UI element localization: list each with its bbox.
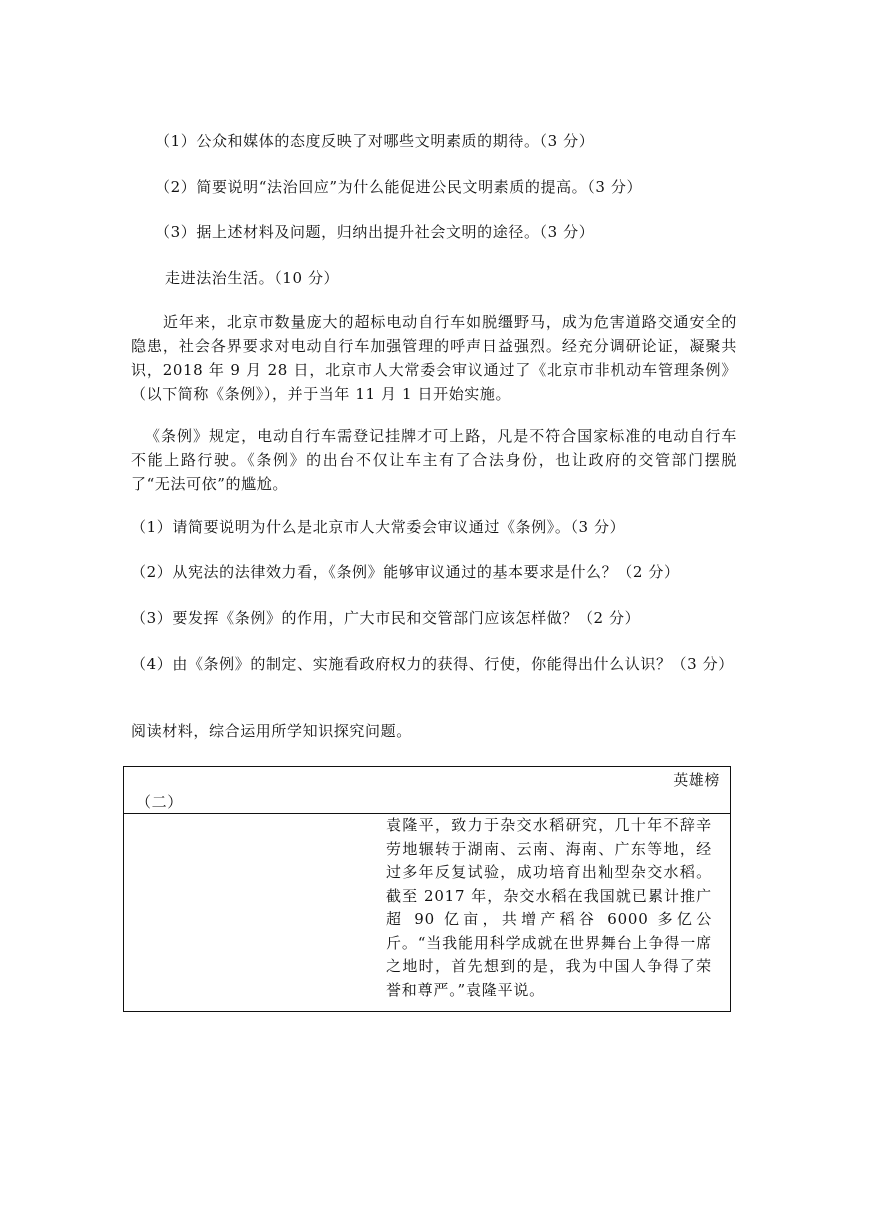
box-title: 英雄榜 [673, 771, 720, 789]
box-label: （二） [136, 793, 183, 811]
reading-intro: 阅读材料，综合运用所学知识探究问题。 [131, 722, 412, 740]
sub-question-3: （3）要发挥《条例》的作用，广大市民和交管部门应该怎样做？（2 分） [131, 609, 641, 627]
sub-question-1: （1）请简要说明为什么是北京市人大常委会审议通过《条例》。（3 分） [131, 518, 626, 536]
material-paragraph-2: 《条例》规定，电动自行车需登记挂牌才可上路，凡是不符合国家标准的电动自行车不能上路行驶。《条例》的出台不仅让车主有了合法身份，也让政府的交管部门摆脱了“无法可依”的尴尬。 [131, 427, 737, 493]
question-2: （2）简要说明“法治回应”为什么能促进公民文明素质的提高。（3 分） [155, 178, 643, 196]
hero-list-box [123, 766, 731, 1012]
box-text: 袁隆平，致力于杂交水稻研究，几十年不辞辛劳地辗转于湖南、云南、海南、广东等地，经过多年反复试验，成功培育出籼型杂交水稻。截至 2017 年，杂交水稻在我国就已累计推广超 90 亿亩，共增产稻谷 6000 多亿公斤。“当我能用科学成就在世界舞台上争得一席之地时，首先想到的是，我为中国人争得了荣誉和尊严。”袁隆平说。 [386, 816, 712, 999]
sub-question-2: （2）从宪法的法律效力看，《条例》能够审议通过的基本要求是什么？（2 分） [131, 563, 680, 581]
question-3: （3）据上述材料及问题，归纳出提升社会文明的途径。（3 分） [155, 223, 595, 241]
section-heading: 走进法治生活。（10 分） [165, 269, 340, 287]
material-paragraph-1: 近年来，北京市数量庞大的超标电动自行车如脱缰野马，成为危害道路交通安全的隐患，社会各界要求对电动自行车加强管理的呼声日益强烈。经充分调研论证，凝聚共识，2018 年 9 月 28 日，北京市人大常委会审议通过了《北京市非机动车管理条例》（以下简称《条例》），并于当年 11 月 1 日开始实施。 [131, 313, 737, 403]
question-1: （1）公众和媒体的态度反映了对哪些文明素质的期待。（3 分） [155, 132, 595, 150]
sub-question-4: （4）由《条例》的制定、实施看政府权力的获得、行使，你能得出什么认识？（3 分） [131, 655, 734, 673]
